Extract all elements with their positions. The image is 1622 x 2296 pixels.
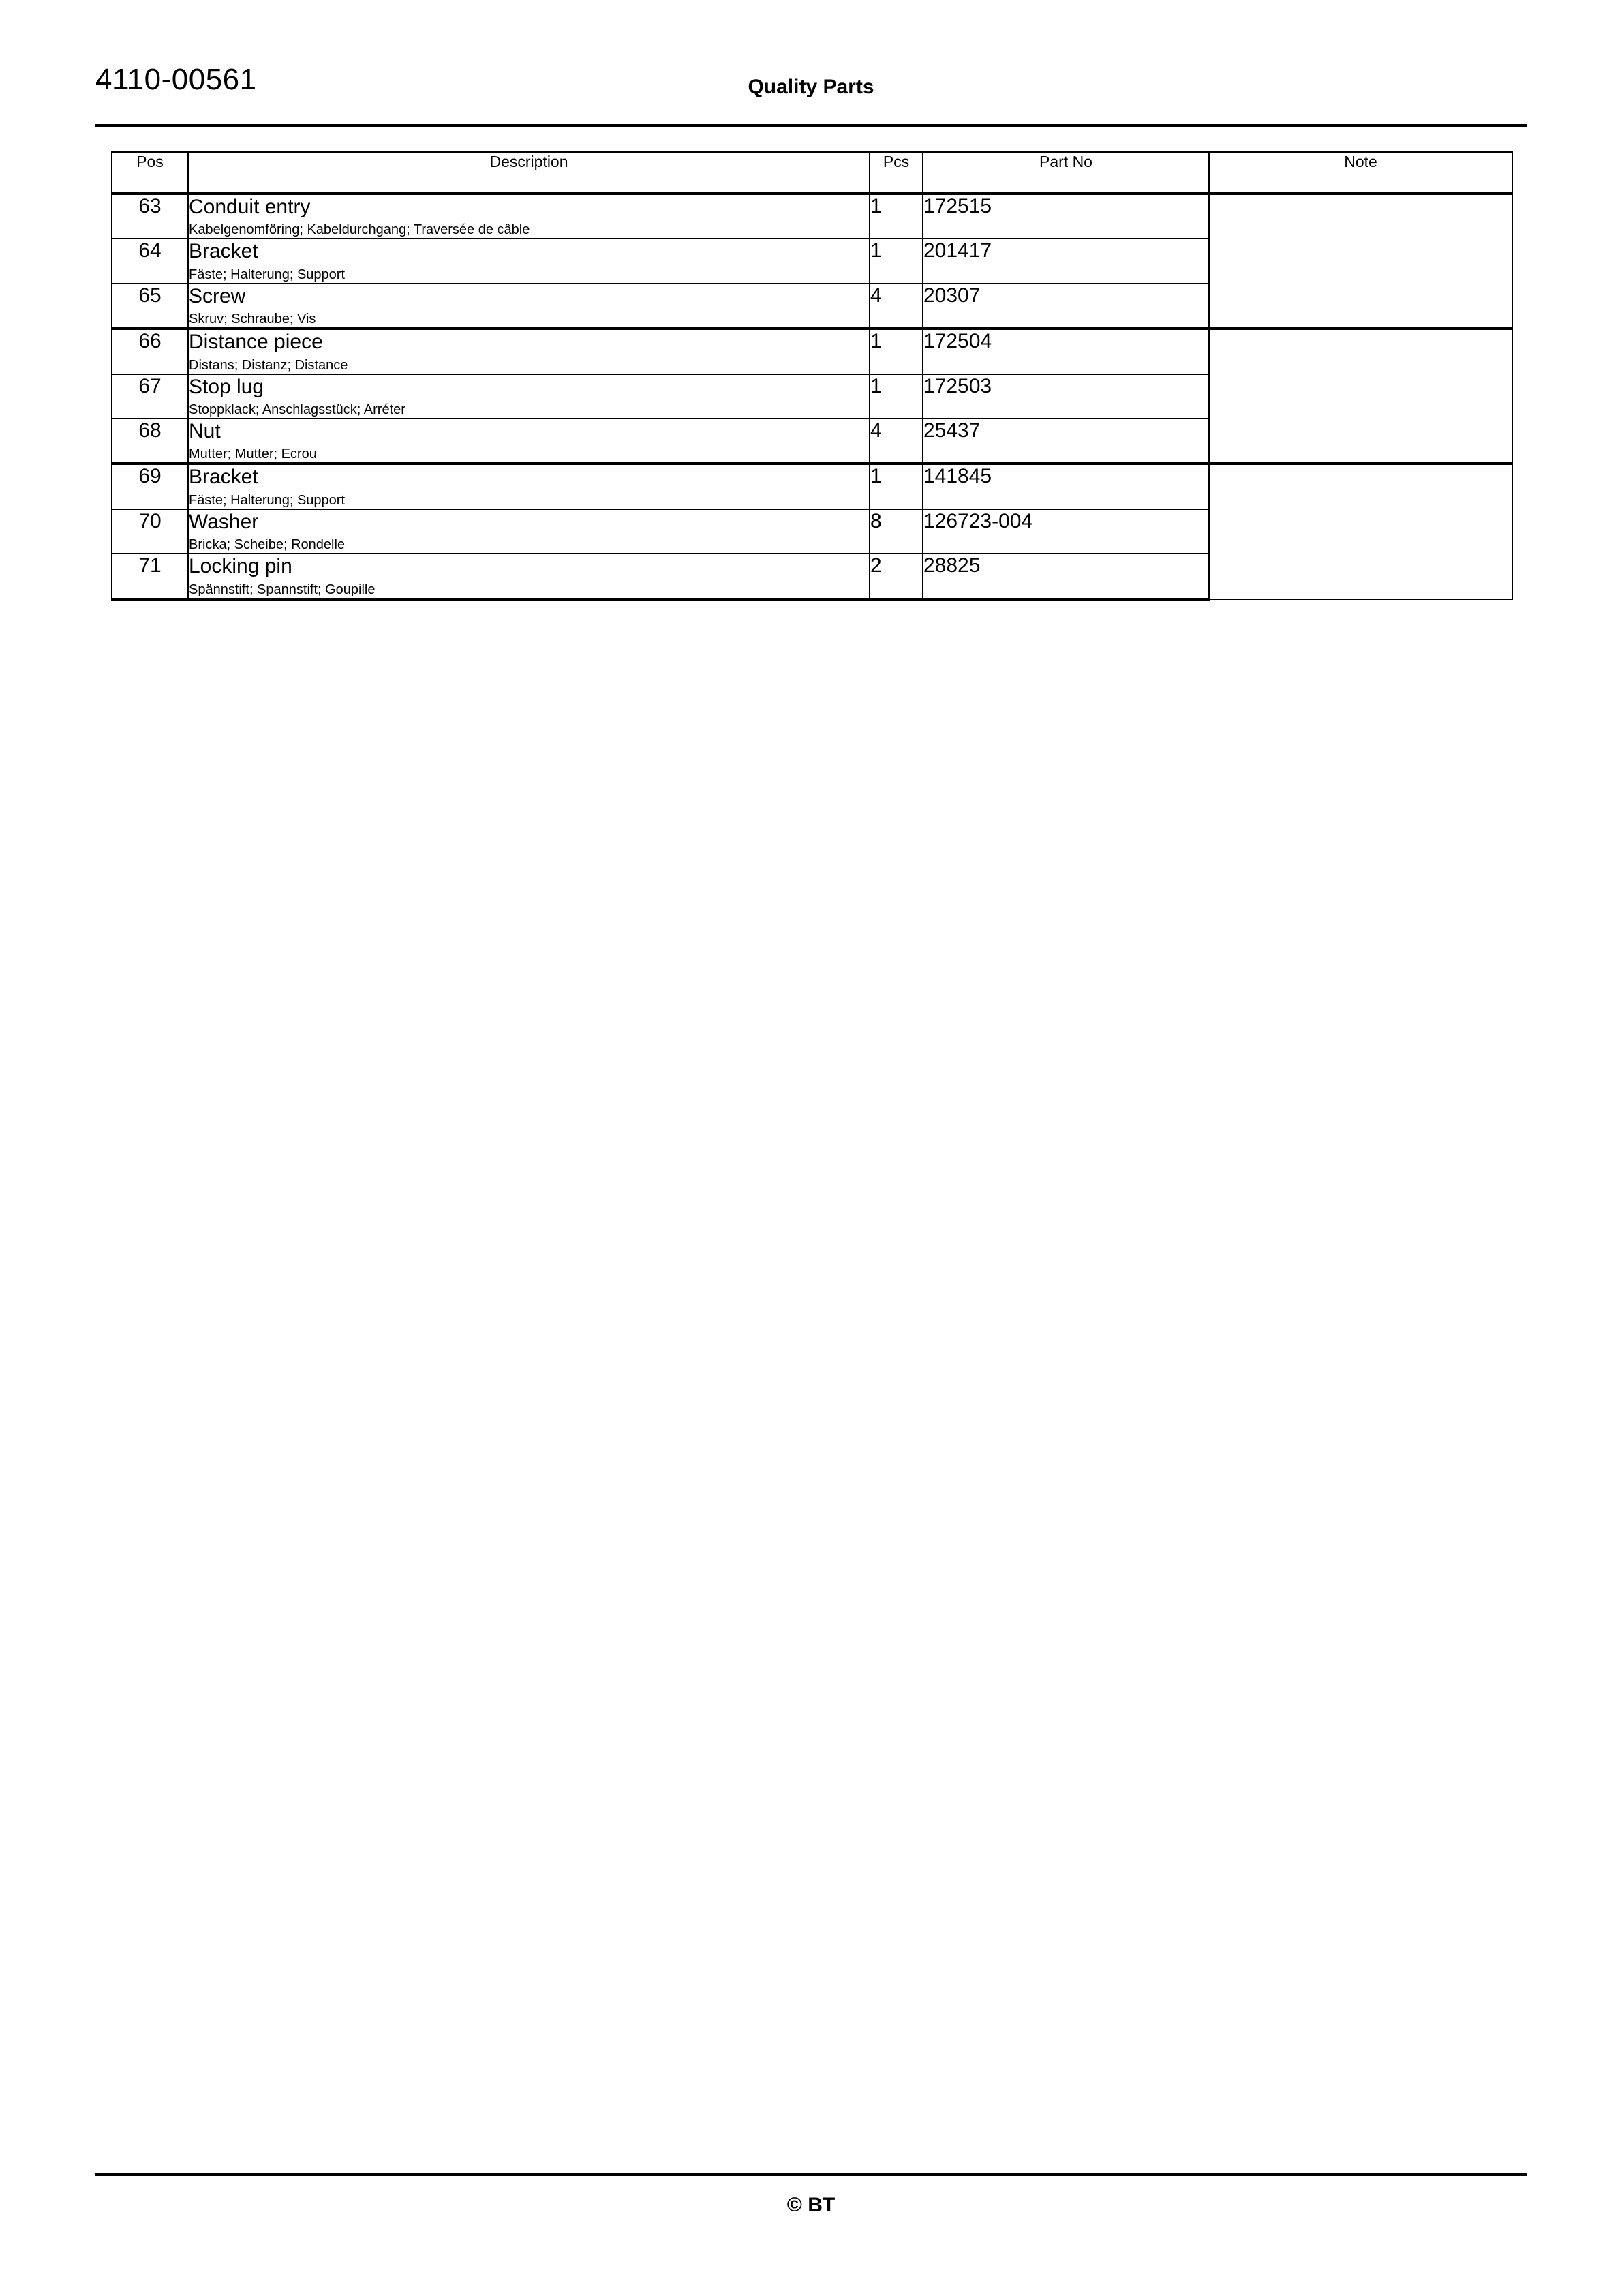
part-name: Bracket	[189, 466, 258, 489]
cell-pos: 68	[112, 419, 188, 464]
header-divider	[95, 124, 1527, 127]
part-translations: Stoppklack; Anschlagsstück; Arréter	[189, 402, 406, 417]
cell-description	[188, 284, 870, 329]
cell-description	[188, 419, 870, 464]
table-header	[112, 152, 1512, 194]
cell-part-no: 172515	[923, 194, 1209, 239]
part-translations: Kabelgenomföring; Kabeldurchgang; Traversée de câble	[189, 222, 530, 238]
cell-pcs: 1	[870, 329, 923, 374]
part-translations: Bricka; Scheibe; Rondelle	[189, 537, 346, 553]
cell-pos: 66	[112, 329, 188, 374]
table-row	[112, 464, 1512, 509]
cell-part-no: 172503	[923, 374, 1209, 419]
part-name: Distance piece	[189, 331, 323, 354]
cell-pcs: 2	[870, 554, 923, 599]
part-translations: Fäste; Halterung; Support	[189, 267, 346, 282]
part-name: Conduit entry	[189, 196, 311, 218]
cell-description	[188, 374, 870, 419]
column-header-pos: Pos	[112, 152, 188, 194]
table-row	[112, 329, 1512, 374]
table-body	[112, 194, 1512, 599]
cell-pcs: 1	[870, 464, 923, 509]
column-header-pcs: Pcs	[870, 152, 923, 194]
cell-pos: 71	[112, 554, 188, 599]
part-name: Stop lug	[189, 375, 264, 398]
cell-description	[188, 554, 870, 599]
cell-description	[188, 329, 870, 374]
footer-copyright: © BT	[786, 2194, 836, 2216]
part-translations: Distans; Distanz; Distance	[189, 357, 348, 373]
part-name: Washer	[189, 510, 259, 533]
page-header	[95, 65, 1527, 112]
cell-pos: 63	[112, 194, 188, 239]
cell-note	[1209, 464, 1512, 599]
column-header-note: Note	[1209, 152, 1512, 194]
cell-pcs: 1	[870, 239, 923, 283]
footer-divider	[95, 2173, 1527, 2176]
part-translations: Spännstift; Spannstift; Goupille	[189, 581, 376, 597]
cell-pos: 65	[112, 284, 188, 329]
document-number: 4110-00561	[95, 63, 257, 96]
cell-part-no: 201417	[923, 239, 1209, 283]
cell-pos: 69	[112, 464, 188, 509]
part-name: Locking pin	[189, 555, 292, 578]
part-name: Nut	[189, 419, 221, 442]
cell-note	[1209, 329, 1512, 464]
cell-pcs: 1	[870, 194, 923, 239]
cell-part-no: 126723-004	[923, 509, 1209, 554]
cell-part-no: 172504	[923, 329, 1209, 374]
parts-table-container	[111, 151, 1512, 601]
cell-pcs: 4	[870, 284, 923, 329]
cell-description	[188, 194, 870, 239]
cell-part-no: 141845	[923, 464, 1209, 509]
part-translations: Mutter; Mutter; Ecrou	[189, 447, 317, 462]
table-header-row	[112, 152, 1512, 194]
cell-part-no: 28825	[923, 554, 1209, 599]
cell-description	[188, 509, 870, 554]
cell-description	[188, 239, 870, 283]
parts-table	[111, 151, 1513, 601]
cell-pos: 67	[112, 374, 188, 419]
cell-description	[188, 464, 870, 509]
cell-pcs: 1	[870, 374, 923, 419]
cell-pos: 64	[112, 239, 188, 283]
column-header-part-no: Part No	[923, 152, 1209, 194]
part-name: Screw	[189, 284, 246, 307]
part-name: Bracket	[189, 240, 258, 263]
cell-part-no: 20307	[923, 284, 1209, 329]
page-title: Quality Parts	[748, 76, 874, 98]
part-translations: Skruv; Schraube; Vis	[189, 312, 316, 327]
cell-pcs: 4	[870, 419, 923, 464]
cell-pos: 70	[112, 509, 188, 554]
cell-note	[1209, 194, 1512, 329]
cell-part-no: 25437	[923, 419, 1209, 464]
table-row	[112, 194, 1512, 239]
cell-pcs: 8	[870, 509, 923, 554]
part-translations: Fäste; Halterung; Support	[189, 492, 346, 508]
column-header-description: Description	[188, 152, 870, 194]
